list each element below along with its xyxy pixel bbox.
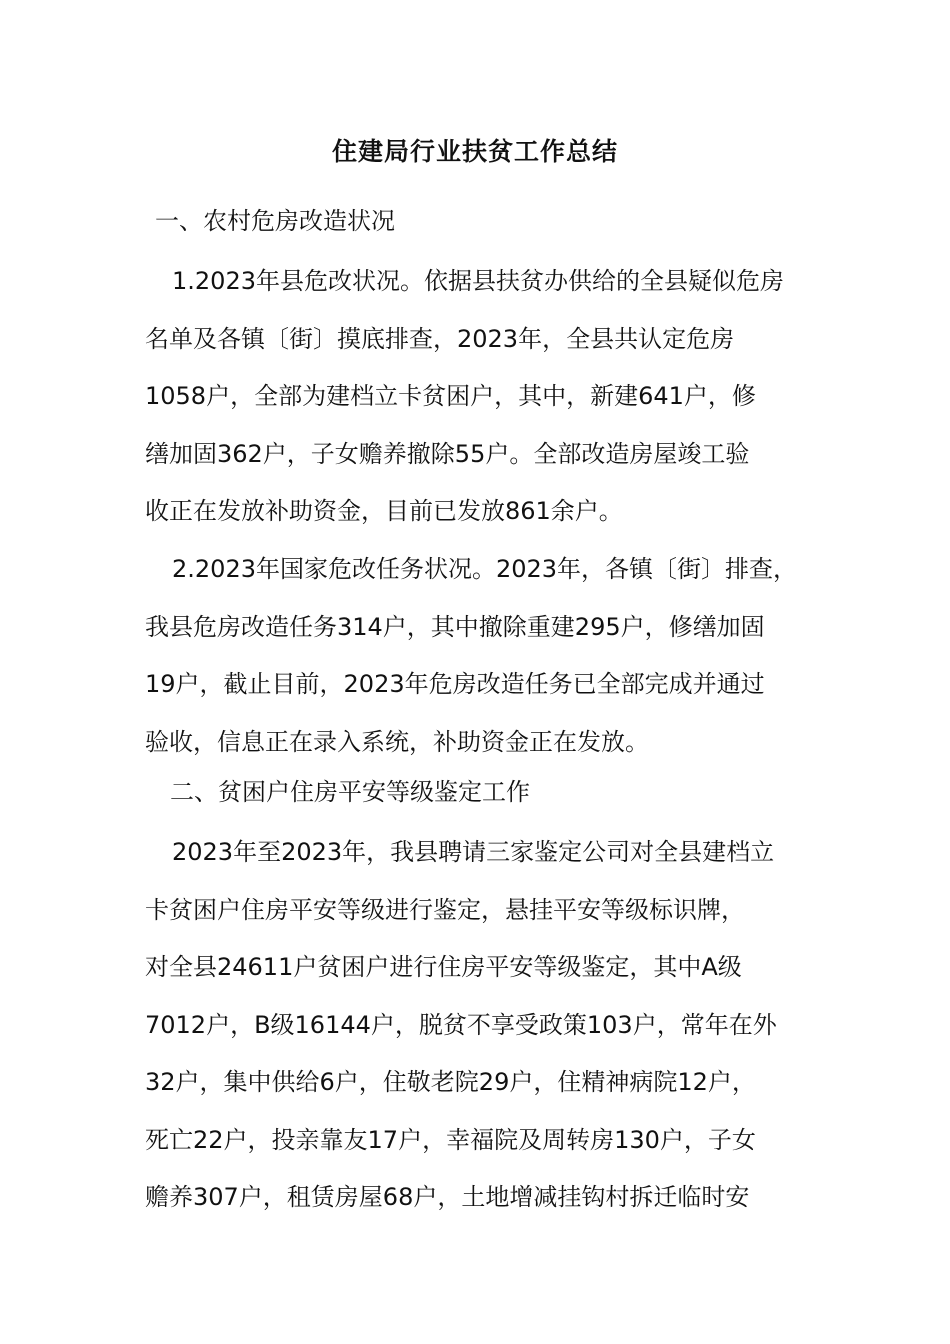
paragraph-1: [145, 253, 825, 541]
paragraph-line: 2023年至2023年，我县聘请三家鉴定公司对全县建档立: [172, 838, 775, 866]
paragraph-line: 名单及各镇〔街〕摸底排查，2023年，全县共认定危房: [145, 324, 735, 353]
paragraph-line: 2.2023年国家危改任务状况。2023年，各镇〔街〕排查，: [172, 555, 798, 583]
paragraph-line: 对全县24611户贫困户进行住房平安等级鉴定，其中A级: [145, 953, 742, 981]
paragraph-line: 7012户，B级16144户，脱贫不享受政策103户，常年在外: [145, 1010, 777, 1039]
paragraph-line: 收正在发放补助资金，目前已发放861余户。: [145, 497, 623, 525]
paragraph-line: 19户，截止目前，2023年危房改造任务已全部完成并通过: [145, 670, 765, 698]
paragraph-line: 卡贫困户住房平安等级进行鉴定，悬挂平安等级标识牌，: [145, 895, 745, 924]
paragraph-line: 死亡22户，投亲靠友17户，幸福院及周转房130户，子女: [145, 1125, 756, 1154]
paragraph-3: [145, 824, 825, 1227]
paragraph-line: 赡养307户，租赁房屋68户，土地增减挂钩村拆迁临时安: [145, 1183, 750, 1211]
paragraph-line: 缮加固362户，子女赡养撤除55户。全部改造房屋竣工验: [145, 439, 750, 468]
paragraph-line: 32户，集中供给6户，住敬老院29户，住精神病院12户，: [145, 1068, 756, 1096]
paragraph-line: 1058户，全部为建档立卡贫困户，其中，新建641户，修: [145, 382, 756, 410]
paragraph-2: [145, 541, 825, 771]
paragraph-line: 验收，信息正在录入系统，补助资金正在发放。: [145, 727, 649, 756]
section-heading-1: 一、农村危房改造状况: [155, 207, 395, 235]
paragraph-line: 我县危房改造任务314户，其中撤除重建295户，修缮加固: [145, 612, 765, 641]
paragraph-line: 1.2023年县危改状况。依据县扶贫办供给的全县疑似危房: [172, 267, 784, 295]
section-heading-2: 二、贫困户住房平安等级鉴定工作: [170, 778, 530, 806]
document-title: 住建局行业扶贫工作总结: [331, 137, 618, 166]
